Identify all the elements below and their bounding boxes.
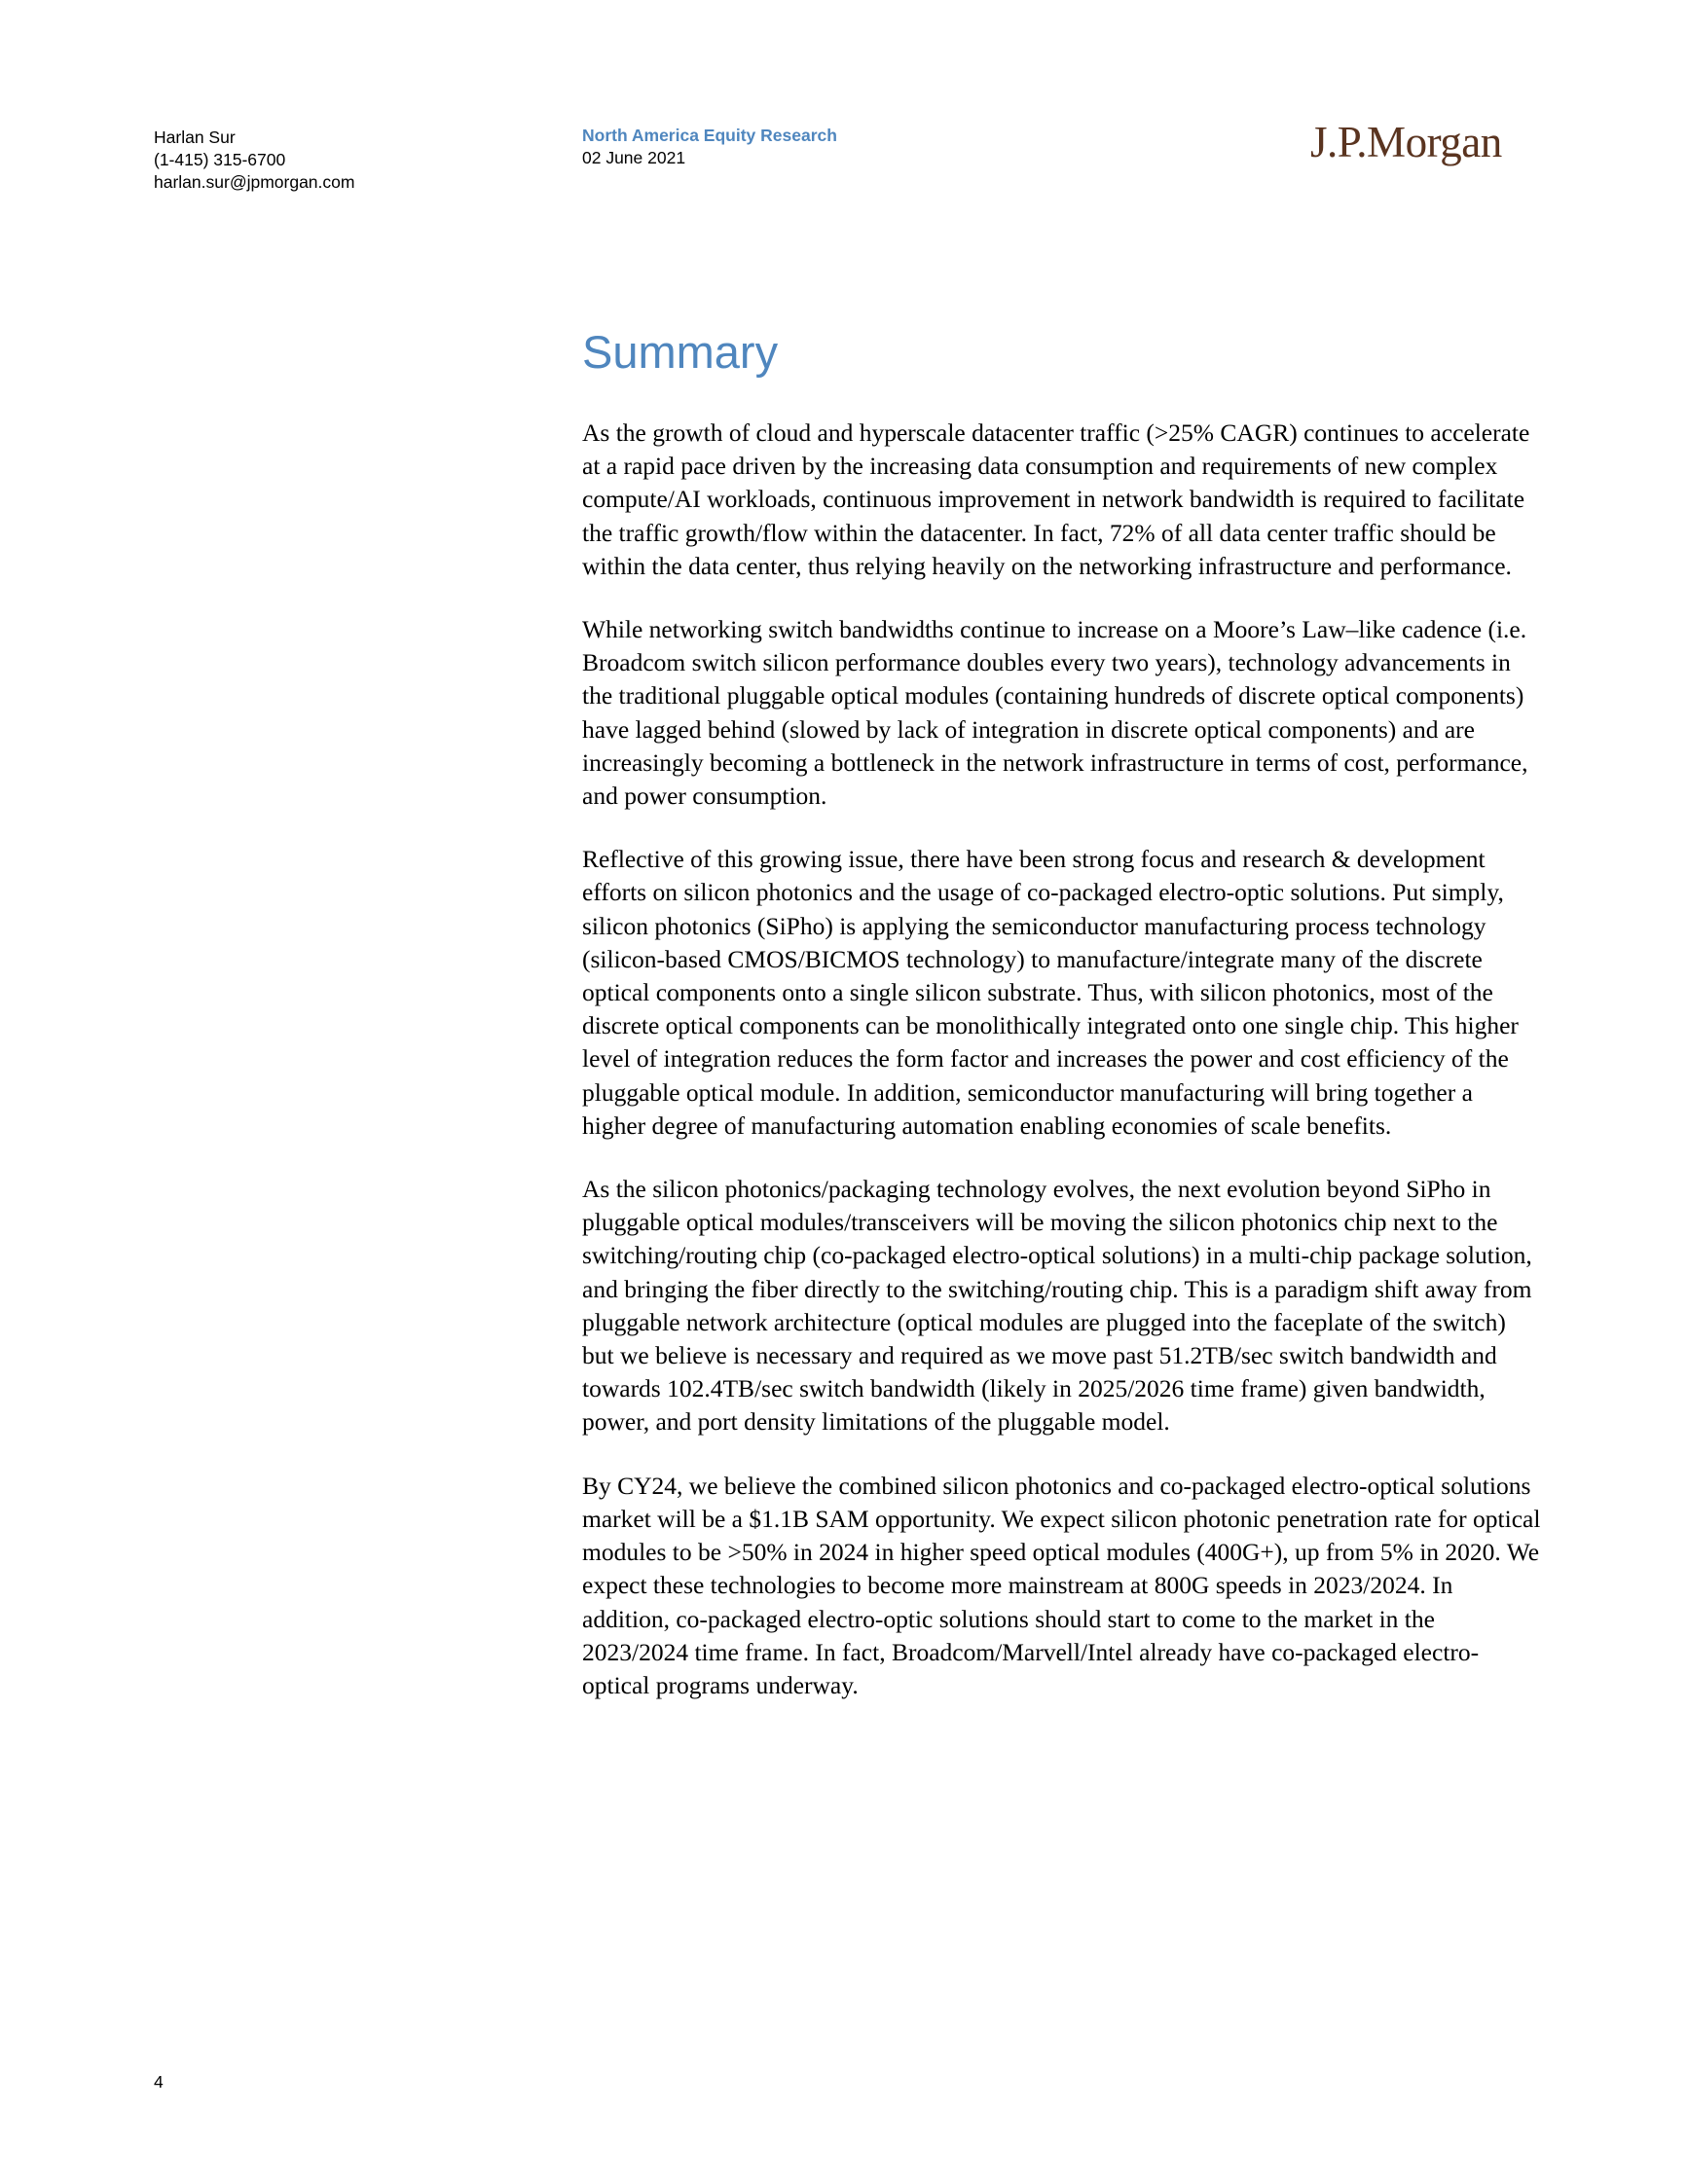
analyst-phone: (1-415) 315-6700 — [154, 150, 286, 169]
analyst-name: Harlan Sur — [154, 127, 236, 147]
summary-body — [582, 417, 1541, 1732]
analyst-email[interactable]: harlan.sur@jpmorgan.com — [154, 172, 355, 192]
report-date: 02 June 2021 — [582, 148, 686, 167]
paragraph-1: As the growth of cloud and hyperscale datacenter traffic (>25% CAGR) continues to accelerate at a rapid pace driven by the increasing data consumption and requirements of new complex compute/AI workloads, continuous improvement in network bandwidth is required to facilitate the traffic growth/flow within the datacenter. In fact, 72% of all data center traffic should be within the data center, thus relying heavily on the networking infrastructure and performance. — [582, 419, 1530, 580]
paragraph-2: While networking switch bandwidths continue to increase on a Moore’s Law–like cadence (i.e. Broadcom switch silicon performance doubles every two years), technology advancements in the traditional pluggable optical modules (containing hundreds of discrete optical components) have lagged behind (slowed by lack of integration in discrete optical components) and are increasingly becoming a bottleneck in the network infrastructure in terms of cost, performance, and power consumption. — [582, 615, 1528, 811]
analyst-contact — [154, 127, 354, 194]
paragraph-3: Reflective of this growing issue, there have been strong focus and research & development efforts on silicon photonics and the usage of co-packaged electro-optic solutions. Put simply, silicon photonics (SiPho) is applying the semiconductor manufacturing process technology (silicon-based CMOS/BICMOS technology) to manufacture/integrate many of the discrete optical components onto a single silicon substrate. Thus, with silicon photonics, most of the discrete optical components can be monolithically integrated onto one single chip. This higher level of integration reduces the form factor and increases the power and cost efficiency of the pluggable optical module. In addition, semiconductor manufacturing will bring together a higher degree of manufacturing automation enabling economies of scale benefits. — [582, 845, 1519, 1140]
research-department: North America Equity Research — [582, 126, 837, 145]
paragraph-5: By CY24, we believe the combined silicon photonics and co-packaged electro-optical solutions market will be a $1.1B SAM opportunity. We expect silicon photonic penetration rate for optical modules to be >50% in 2024 in higher speed optical modules (400G+), up from 5% in 2020. We expect these technologies to become more mainstream at 800G speeds in 2023/2024. In addition, co-packaged electro-optic solutions should start to come to the market in the 2023/2024 time frame. In fact, Broadcom/Marvell/Intel already have co-packaged electro-optical programs underway. — [582, 1471, 1541, 1699]
report-info — [582, 125, 837, 169]
jpmorgan-logo: J.P.Morgan — [1310, 118, 1502, 166]
page-number: 4 — [154, 2072, 164, 2092]
paragraph-4: As the silicon photonics/packaging technology evolves, the next evolution beyond SiPho in pluggable optical modules/transceivers will be moving the silicon photonics chip next to the switching/routing chip (co-packaged electro-optical solutions) in a multi-chip package solution, and bringing the fiber directly to the switching/routing chip. This is a paradigm shift away from pluggable network architecture (optical modules are plugged into the faceplate of the switch) but we believe is necessary and required as we move past 51.2TB/sec switch bandwidth and towards 102.4TB/sec switch bandwidth (likely in 2025/2026 time frame) given bandwidth, power, and port density limitations of the pluggable model. — [582, 1175, 1532, 1437]
section-title: Summary — [582, 326, 779, 378]
